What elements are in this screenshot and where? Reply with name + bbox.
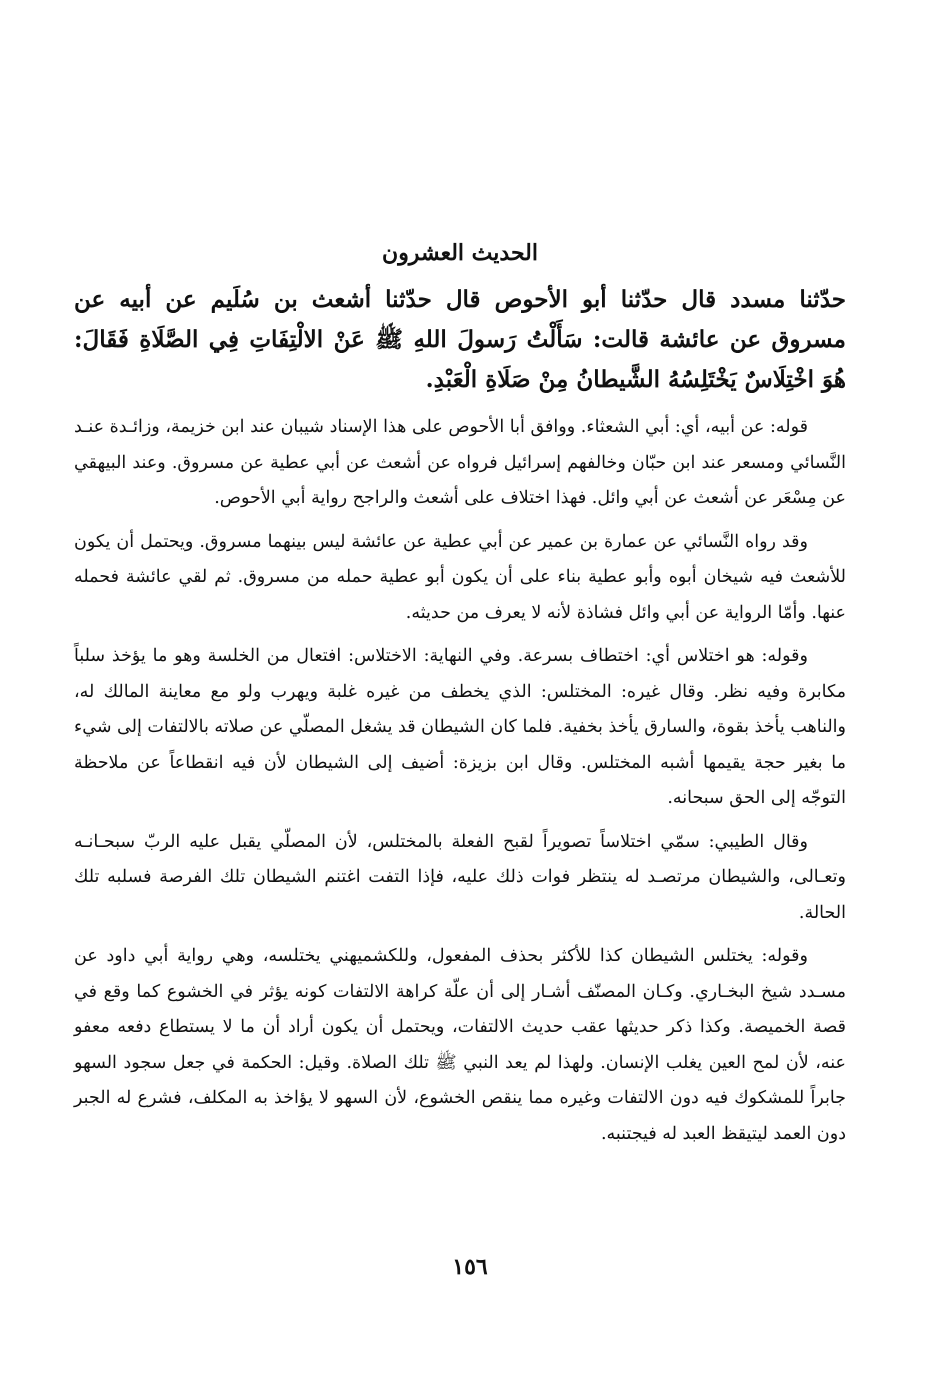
page-body [74,238,846,1160]
commentary-paragraph-3: وقوله: هو اختلاس أي: اختطاف بسرعة. وفي النهاية: الاختلاس: افتعال من الخلسة وهو ما يؤخذ سلباً مكابرة وفيه نظر. وقال غيره: المختلس: الذي يخطف من غيره غلبة ويهرب ولو مع معاينة المالك له، والناهب يأخذ بقوة، والسارق يأخذ بخفية. فلما كان الشيطان قد يشغل المصلّي عن صلاته بالالتفات إلى شيء ما بغير حجة يقيمها أشبه المختلس. وقال ابن بزيزة: أضيف إلى الشيطان لأن فيه انقطاعاً عن ملاحظة التوجّه إلى الحق سبحانه. [74,646,846,808]
commentary-paragraph-1: قوله: عن أبيه، أي: أبي الشعثاء. ووافق أبا الأحوص على هذا الإسناد شيبان عند ابن خزيمة، وزائـدة عنـد النَّسائي ومسعر عند ابن حبّان وخالفهم إسرائيل فرواه عن أشعث عن أبي عطية عن مسروق. وعند البيهقي عن مِسْعَر عن أشعث عن أبي وائل. فهذا اختلاف على أشعث والراجح رواية أبي الأحوص. [74,417,846,508]
commentary-paragraph-2: وقد رواه النَّسائي عن عمارة بن عمير عن أبي عطية عن عائشة ليس بينهما مسروق. ويحتمل أن يكون للأشعث فيه شيخان أبوه وأبو عطية بناء على أن يكون أبو عطية حمله من مسروق. ثم لقي عائشة فحمله عنها. وأمّا الرواية عن أبي وائل فشاذة لأنه لا يعرف من حديثه. [74,531,846,623]
hadith-text: حدّثنا مسدد قال حدّثنا أبو الأحوص قال حدّثنا أشعث بن سُلَيم عن أبيه عن مسروق عن عائشة قالت: سَأَلْتُ رَسولَ اللهِ ﷺ عَنْ الالْتِفَاتِ فِي الصَّلَاةِ فَقَالَ: هُوَ اخْتِلَاسٌ يَخْتَلِسُهُ الشَّيطانُ مِنْ صَلَاةِ الْعَبْدِ. [74,286,846,393]
commentary-paragraph-4: وقال الطيبي: سمّي اختلاساً تصويراً لقبح الفعلة بالمختلس، لأن المصلّي يقبل عليه الربّ سبحـانـه وتعـالى، والشيطان مرتصـد له ينتظر فوات ذلك عليه، فإذا التفت اغتنم الشيطان تلك الفرصة فسلبه تلك الحالة. [74,831,846,923]
chapter-title: الحديث العشرون [382,240,538,266]
commentary-paragraph-5: وقوله: يختلس الشيطان كذا للأكثر بحذف المفعول، وللكشميهني يختلسه، وهي رواية أبي داود عن مسـدد شيخ البخـاري. وكـان المصنّف أشـار إلى أن علّة كراهة الالتفات كونه يؤثر في الخشوع كما وقع في قصة الخميصة. وكذا ذكر حديثها عقب حديث الالتفات، ويحتمل أن يكون أراد أن ما لا يستطاع دفعه معفو عنه، لأن لمح العين يغلب الإنسان. ولهذا لم يعد النبي ﷺ تلك الصلاة. وقيل: الحكمة في جعل سجود السهو جابراً للمشكوك فيه دون الالتفات وغيره مما ينقص الخشوع، لأن السهو لا يؤاخذ به المكلف، فشرع له الجبر دون العمد ليتيقظ العبد له فيجتنبه. [74,946,846,1144]
page-number: ١٥٦ [452,1254,488,1280]
